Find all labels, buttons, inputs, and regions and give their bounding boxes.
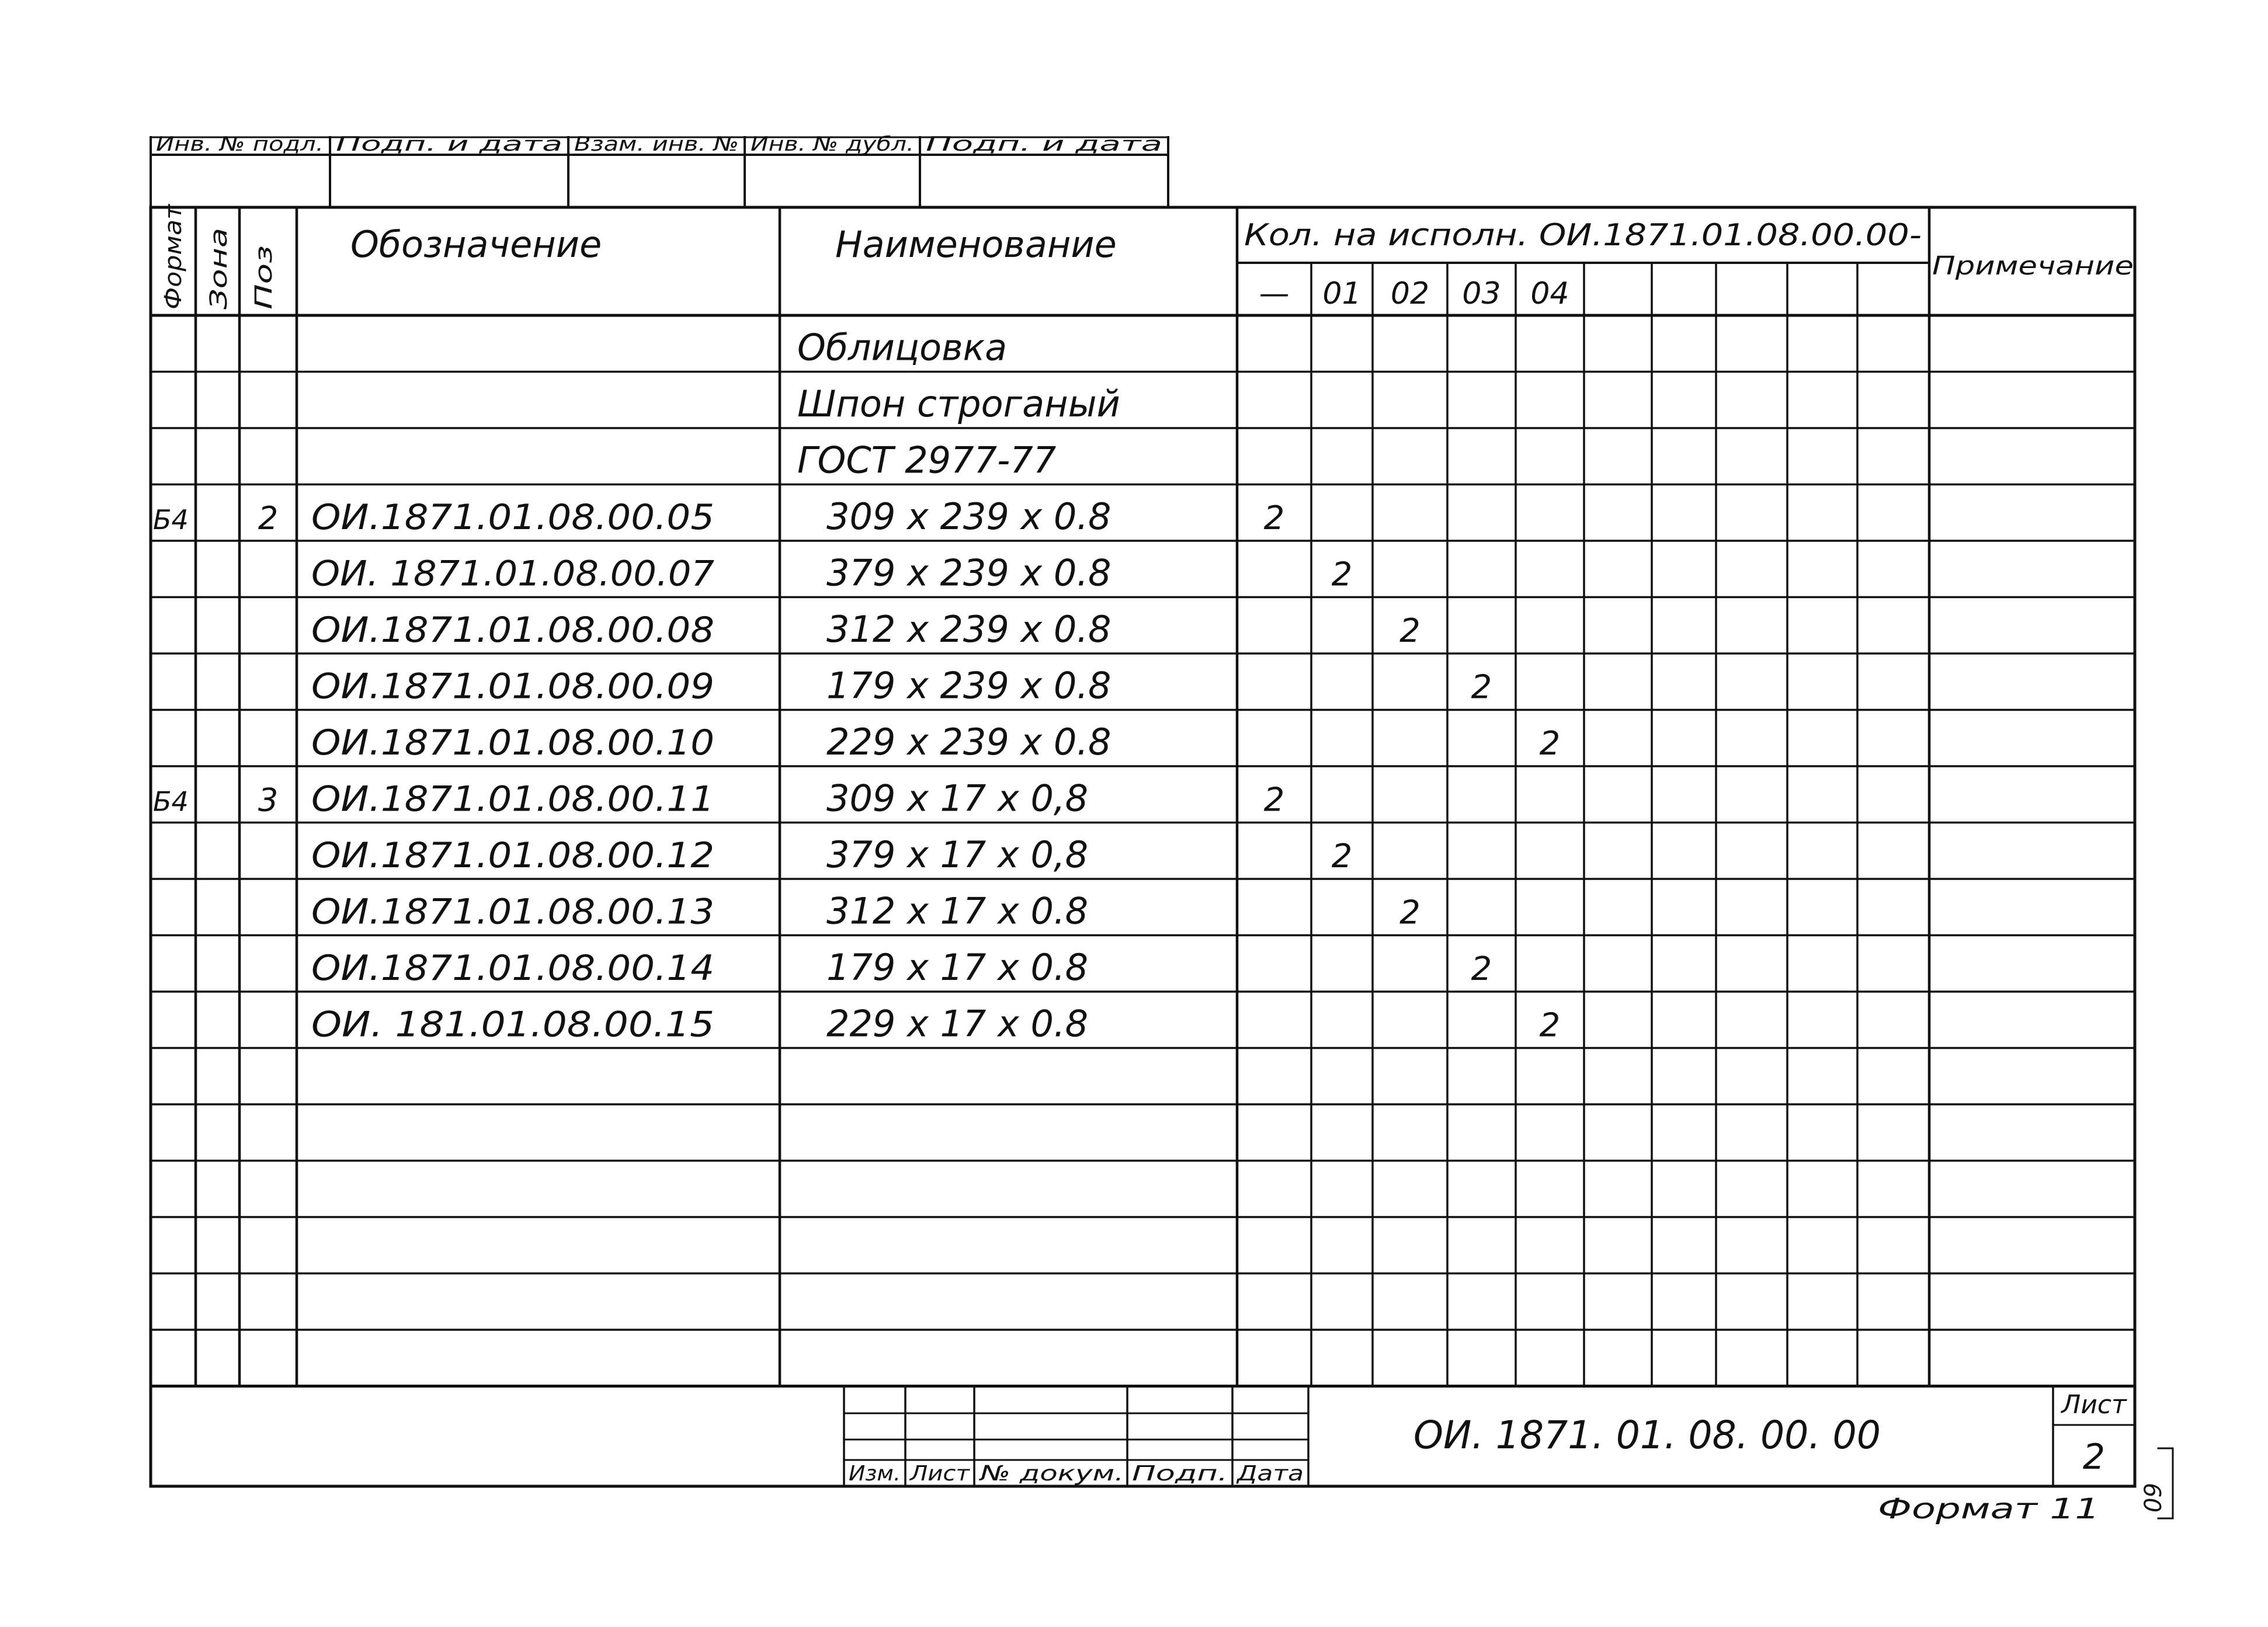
header-pos-label: Поз [251, 265, 277, 310]
stamp-label-2: Взам. инв. № [574, 133, 739, 156]
footer-format: Формат 11 [1878, 1493, 2100, 1525]
table-grid-lines [151, 137, 2173, 1518]
row-designation: ОИ.1871.01.08.00.11 [311, 778, 714, 820]
table-texts [153, 133, 2167, 1525]
stamp-label-4: Подп. и дата [926, 133, 1162, 156]
row-name: 229 x 17 x 0.8 [826, 1002, 1089, 1045]
row-name: 179 x 239 x 0.8 [826, 664, 1112, 707]
row-qty: 2 [1399, 612, 1420, 650]
document-number: ОИ. 1871. 01. 08. 00. 00 [1413, 1413, 1881, 1458]
title-block-label-2: № докум. [978, 1462, 1124, 1486]
row-name: 312 x 17 x 0.8 [826, 889, 1089, 933]
row-qty: 2 [1471, 668, 1492, 707]
row-qty: 2 [1331, 837, 1353, 875]
row-qty: 2 [1539, 725, 1561, 763]
row-name: 379 x 17 x 0,8 [826, 833, 1089, 876]
row-qty: 2 [1539, 1006, 1561, 1045]
row-qty: 2 [1263, 781, 1285, 819]
row-designation: ОИ. 181.01.08.00.15 [311, 1004, 714, 1045]
row-name: 312 x 239 x 0.8 [826, 608, 1112, 651]
header-variant-2: 02 [1390, 276, 1430, 311]
header-format-label: Формат [160, 214, 187, 310]
header-variant-0: — [1259, 276, 1290, 311]
title-block-label-1: Лист [908, 1462, 971, 1486]
row-designation: ОИ.1871.01.08.00.13 [311, 891, 714, 933]
row-qty: 2 [1471, 950, 1492, 988]
header-zone-label: Зона [206, 251, 232, 310]
title-block-label-3: Подп. [1132, 1462, 1228, 1486]
header-variant-4: 04 [1530, 276, 1569, 311]
stamp-label-3: Инв. № дубл. [751, 133, 914, 156]
row-designation: ОИ.1871.01.08.00.09 [311, 666, 714, 707]
title-block-label-4: Дата [1235, 1462, 1304, 1486]
row-name: 309 x 239 x 0.8 [826, 495, 1112, 538]
title-block-label-0: Изм. [849, 1462, 901, 1486]
row-name: 309 x 17 x 0,8 [826, 777, 1089, 820]
side-mark: 09 [2140, 1483, 2167, 1513]
row-qty: 2 [1263, 499, 1285, 537]
row-pos: 3 [258, 781, 279, 819]
sheet-number: 2 [2082, 1437, 2106, 1477]
row-designation: ОИ.1871.01.08.00.10 [311, 722, 714, 763]
row-name: 229 x 239 x 0.8 [826, 721, 1112, 763]
header-designation-label: Обозначение [350, 223, 602, 266]
row-name: 179 x 17 x 0.8 [826, 946, 1089, 989]
row-name: Шпон строганый [797, 383, 1120, 425]
header-variant-3: 03 [1462, 276, 1501, 311]
header-name-label: Наименование [835, 223, 1117, 266]
header-note-label: Примечание [1932, 251, 2134, 281]
stamp-label-0: Инв. № подл. [156, 133, 324, 156]
header-variant-1: 01 [1322, 276, 1362, 311]
row-designation: ОИ. 1871.01.08.00.07 [311, 553, 714, 595]
row-format: Б4 [153, 504, 189, 536]
header-qty-label: Кол. на исполн. ОИ.1871.01.08.00.00- [1244, 218, 1922, 253]
row-designation: ОИ.1871.01.08.00.05 [311, 497, 714, 538]
row-pos: 2 [258, 500, 279, 537]
row-qty: 2 [1331, 555, 1353, 594]
sheet-label: Лист [2061, 1390, 2127, 1420]
row-name: 379 x 239 x 0.8 [826, 551, 1112, 595]
row-designation: ОИ.1871.01.08.00.08 [311, 610, 714, 651]
row-designation: ОИ.1871.01.08.00.14 [311, 948, 714, 989]
row-format: Б4 [153, 785, 189, 818]
row-name: ГОСТ 2977-77 [797, 439, 1057, 482]
row-designation: ОИ.1871.01.08.00.12 [311, 835, 714, 876]
row-name: Облицовка [797, 326, 1008, 369]
row-qty: 2 [1399, 894, 1420, 932]
stamp-label-1: Подп. и дата [336, 133, 562, 156]
